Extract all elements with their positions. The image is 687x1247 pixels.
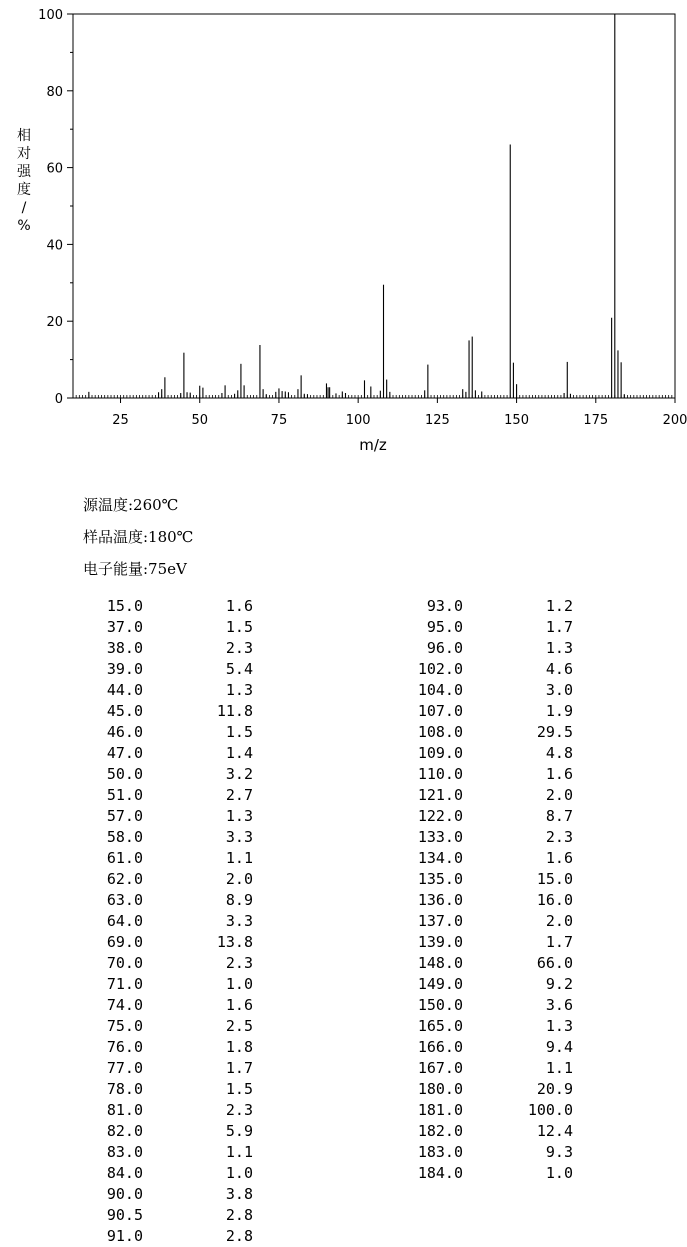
peak-row (403, 953, 623, 974)
peak-row (403, 848, 623, 869)
peak-mz: 91.0 (106, 1227, 143, 1245)
peak-abundance: 5.9 (225, 1122, 253, 1140)
y-tick-label: 40 (46, 238, 63, 254)
electron-energy: 电子能量:75eV (83, 560, 187, 578)
peak-mz: 167.0 (417, 1059, 463, 1077)
peak-abundance: 4.8 (545, 744, 573, 762)
peak-row (83, 1184, 303, 1205)
peak-row (83, 1163, 303, 1184)
peak-row (83, 1016, 303, 1037)
peak-row (403, 764, 623, 785)
peak-abundance: 13.8 (216, 933, 253, 951)
peak-row (83, 1142, 303, 1163)
peak-row (403, 1163, 623, 1184)
peak-mz: 184.0 (417, 1164, 463, 1182)
peak-abundance: 1.3 (225, 681, 253, 699)
peak-abundance: 8.9 (225, 891, 253, 909)
peak-row (83, 890, 303, 911)
peak-mz: 134.0 (417, 849, 463, 867)
peak-row (403, 869, 623, 890)
y-tick-label: 0 (54, 392, 63, 407)
peak-row (83, 1058, 303, 1079)
peak-abundance: 3.6 (545, 996, 573, 1014)
peak-mz: 45.0 (106, 702, 143, 720)
peak-row (403, 638, 623, 659)
peak-row (83, 764, 303, 785)
x-axis-label: m/z (359, 436, 387, 454)
peak-abundance: 1.4 (225, 744, 253, 762)
peak-row (83, 785, 303, 806)
peak-abundance: 1.1 (545, 1059, 573, 1077)
peak-abundance: 2.0 (545, 912, 573, 930)
peak-abundance: 1.7 (545, 618, 573, 636)
peak-row (403, 785, 623, 806)
peak-mz: 108.0 (417, 723, 463, 741)
peak-row (83, 848, 303, 869)
peak-abundance: 1.3 (545, 1017, 573, 1035)
peak-mz: 64.0 (106, 912, 143, 930)
peak-row (83, 911, 303, 932)
peak-abundance: 1.3 (545, 639, 573, 657)
y-axis-label: 相对强度/ % (17, 128, 31, 234)
peak-mz: 149.0 (417, 975, 463, 993)
peak-abundance: 9.2 (545, 975, 573, 993)
peak-abundance: 100.0 (527, 1101, 573, 1119)
peak-row (83, 659, 303, 680)
peak-abundance: 1.2 (545, 597, 573, 615)
peak-abundance: 1.0 (545, 1164, 573, 1182)
mass-spectrum-chart (0, 0, 687, 470)
peak-abundance: 20.9 (536, 1080, 573, 1098)
peak-abundance: 1.5 (225, 1080, 253, 1098)
peak-mz: 182.0 (417, 1122, 463, 1140)
peak-abundance: 9.3 (545, 1143, 573, 1161)
peak-abundance: 3.0 (545, 681, 573, 699)
y-tick-label: 60 (46, 161, 63, 177)
peak-row (403, 701, 623, 722)
peak-abundance: 2.8 (225, 1227, 253, 1245)
peak-abundance: 16.0 (536, 891, 573, 909)
peak-abundance: 2.3 (545, 828, 573, 846)
peak-mz: 81.0 (106, 1101, 143, 1119)
peak-mz: 63.0 (106, 891, 143, 909)
peak-row (83, 596, 303, 617)
peak-abundance: 1.6 (545, 849, 573, 867)
x-tick-label: 175 (583, 413, 609, 428)
peak-mz: 139.0 (417, 933, 463, 951)
peak-mz: 102.0 (417, 660, 463, 678)
peak-row (83, 1205, 303, 1226)
peak-abundance: 2.3 (225, 954, 253, 972)
peak-abundance: 2.3 (225, 1101, 253, 1119)
peak-mz: 38.0 (106, 639, 143, 657)
x-tick-label: 25 (112, 413, 129, 428)
peak-abundance: 11.8 (216, 702, 253, 720)
y-tick-label: 100 (38, 8, 63, 23)
peak-row (83, 806, 303, 827)
peak-row (83, 1121, 303, 1142)
peak-mz: 148.0 (417, 954, 463, 972)
peak-abundance: 1.0 (225, 975, 253, 993)
peak-mz: 77.0 (106, 1059, 143, 1077)
x-tick-label: 125 (424, 413, 450, 428)
peak-mz: 39.0 (106, 660, 143, 678)
peak-mz: 71.0 (106, 975, 143, 993)
ticks-layer (38, 8, 687, 428)
peak-row (403, 995, 623, 1016)
peak-row (83, 617, 303, 638)
peak-mz: 61.0 (106, 849, 143, 867)
peak-row (403, 659, 623, 680)
peak-row (403, 1016, 623, 1037)
peak-abundance: 3.3 (225, 828, 253, 846)
peak-abundance: 2.0 (545, 786, 573, 804)
peak-abundance: 1.1 (225, 849, 253, 867)
peak-abundance: 3.3 (225, 912, 253, 930)
peak-row (83, 1100, 303, 1121)
y-tick-label: 20 (46, 315, 63, 331)
peak-row (403, 974, 623, 995)
peak-row (83, 1226, 303, 1247)
peak-mz: 70.0 (106, 954, 143, 972)
peak-abundance: 15.0 (536, 870, 573, 888)
peak-mz: 62.0 (106, 870, 143, 888)
peak-mz: 50.0 (106, 765, 143, 783)
peak-mz: 165.0 (417, 1017, 463, 1035)
peak-row (83, 722, 303, 743)
peak-row (403, 1058, 623, 1079)
peak-table-left (83, 596, 303, 1247)
plot-frame (73, 14, 675, 398)
peak-mz: 90.5 (106, 1206, 143, 1224)
peak-abundance: 3.2 (225, 765, 253, 783)
peak-abundance: 1.7 (545, 933, 573, 951)
peak-abundance: 9.4 (545, 1038, 573, 1056)
peak-abundance: 3.8 (225, 1185, 253, 1203)
peak-mz: 46.0 (106, 723, 143, 741)
peak-row (403, 827, 623, 848)
peak-mz: 37.0 (106, 618, 143, 636)
peak-mz: 137.0 (417, 912, 463, 930)
peak-mz: 76.0 (106, 1038, 143, 1056)
peak-abundance: 2.7 (225, 786, 253, 804)
peak-abundance: 5.4 (225, 660, 253, 678)
peak-row (403, 617, 623, 638)
peak-mz: 51.0 (106, 786, 143, 804)
peak-abundance: 8.7 (545, 807, 573, 825)
peak-abundance: 66.0 (536, 954, 573, 972)
peak-mz: 104.0 (417, 681, 463, 699)
peak-row (403, 932, 623, 953)
peak-abundance: 2.0 (225, 870, 253, 888)
peak-row (83, 932, 303, 953)
peak-row (403, 1079, 623, 1100)
sample-temperature: 样品温度:180℃ (83, 528, 194, 546)
peak-row (83, 743, 303, 764)
peak-row (83, 1037, 303, 1058)
peak-abundance: 2.5 (225, 1017, 253, 1035)
peak-row (403, 911, 623, 932)
peak-abundance: 1.6 (225, 597, 253, 615)
peak-abundance: 2.3 (225, 639, 253, 657)
peak-row (403, 722, 623, 743)
peak-row (403, 1037, 623, 1058)
peak-mz: 183.0 (417, 1143, 463, 1161)
peak-abundance: 1.8 (225, 1038, 253, 1056)
x-tick-label: 100 (345, 413, 371, 428)
peak-row (403, 1121, 623, 1142)
peak-mz: 109.0 (417, 744, 463, 762)
peak-abundance: 2.8 (225, 1206, 253, 1224)
peak-mz: 78.0 (106, 1080, 143, 1098)
peak-mz: 135.0 (417, 870, 463, 888)
peak-mz: 15.0 (106, 597, 143, 615)
peak-mz: 84.0 (106, 1164, 143, 1182)
peak-row (403, 680, 623, 701)
peak-row (83, 953, 303, 974)
peak-mz: 181.0 (417, 1101, 463, 1119)
peak-row (83, 974, 303, 995)
peak-mz: 121.0 (417, 786, 463, 804)
peak-mz: 166.0 (417, 1038, 463, 1056)
peak-mz: 107.0 (417, 702, 463, 720)
peak-row (83, 827, 303, 848)
peak-mz: 47.0 (106, 744, 143, 762)
x-tick-label: 200 (662, 413, 687, 428)
peak-mz: 95.0 (426, 618, 463, 636)
peak-mz: 69.0 (106, 933, 143, 951)
peak-row (403, 1142, 623, 1163)
peak-mz: 180.0 (417, 1080, 463, 1098)
peak-abundance: 1.6 (225, 996, 253, 1014)
peak-mz: 133.0 (417, 828, 463, 846)
peak-mz: 58.0 (106, 828, 143, 846)
peak-row (403, 596, 623, 617)
bars-layer (89, 14, 624, 398)
peak-mz: 44.0 (106, 681, 143, 699)
peak-mz: 74.0 (106, 996, 143, 1014)
peak-row (403, 743, 623, 764)
peak-mz: 122.0 (417, 807, 463, 825)
peak-row (83, 638, 303, 659)
peak-abundance: 4.6 (545, 660, 573, 678)
peak-abundance: 1.3 (225, 807, 253, 825)
peak-row (83, 1079, 303, 1100)
peak-abundance: 1.1 (225, 1143, 253, 1161)
x-tick-label: 75 (270, 413, 288, 428)
peak-mz: 110.0 (417, 765, 463, 783)
peak-row (83, 869, 303, 890)
peak-abundance: 1.9 (545, 702, 573, 720)
peak-mz: 150.0 (417, 996, 463, 1014)
peak-row (403, 1100, 623, 1121)
peak-mz: 75.0 (106, 1017, 143, 1035)
x-tick-label: 50 (191, 413, 209, 428)
peak-row (83, 995, 303, 1016)
peak-abundance: 29.5 (536, 723, 573, 741)
peak-row (83, 701, 303, 722)
peak-mz: 93.0 (426, 597, 463, 615)
peak-abundance: 1.0 (225, 1164, 253, 1182)
peak-abundance: 1.5 (225, 723, 253, 741)
peak-row (403, 806, 623, 827)
y-tick-label: 80 (46, 84, 63, 100)
peak-mz: 82.0 (106, 1122, 143, 1140)
peak-mz: 136.0 (417, 891, 463, 909)
peak-row (403, 890, 623, 911)
peak-mz: 57.0 (106, 807, 143, 825)
source-temperature: 源温度:260℃ (83, 496, 179, 514)
peak-abundance: 1.5 (225, 618, 253, 636)
peak-mz: 90.0 (106, 1185, 143, 1203)
peak-table-right (403, 596, 623, 1184)
peak-abundance: 1.7 (225, 1059, 253, 1077)
peak-abundance: 1.6 (545, 765, 573, 783)
peak-abundance: 12.4 (536, 1122, 573, 1140)
x-tick-label: 150 (504, 413, 529, 428)
peak-row (83, 680, 303, 701)
peak-mz: 83.0 (106, 1143, 143, 1161)
peak-mz: 96.0 (426, 639, 463, 657)
